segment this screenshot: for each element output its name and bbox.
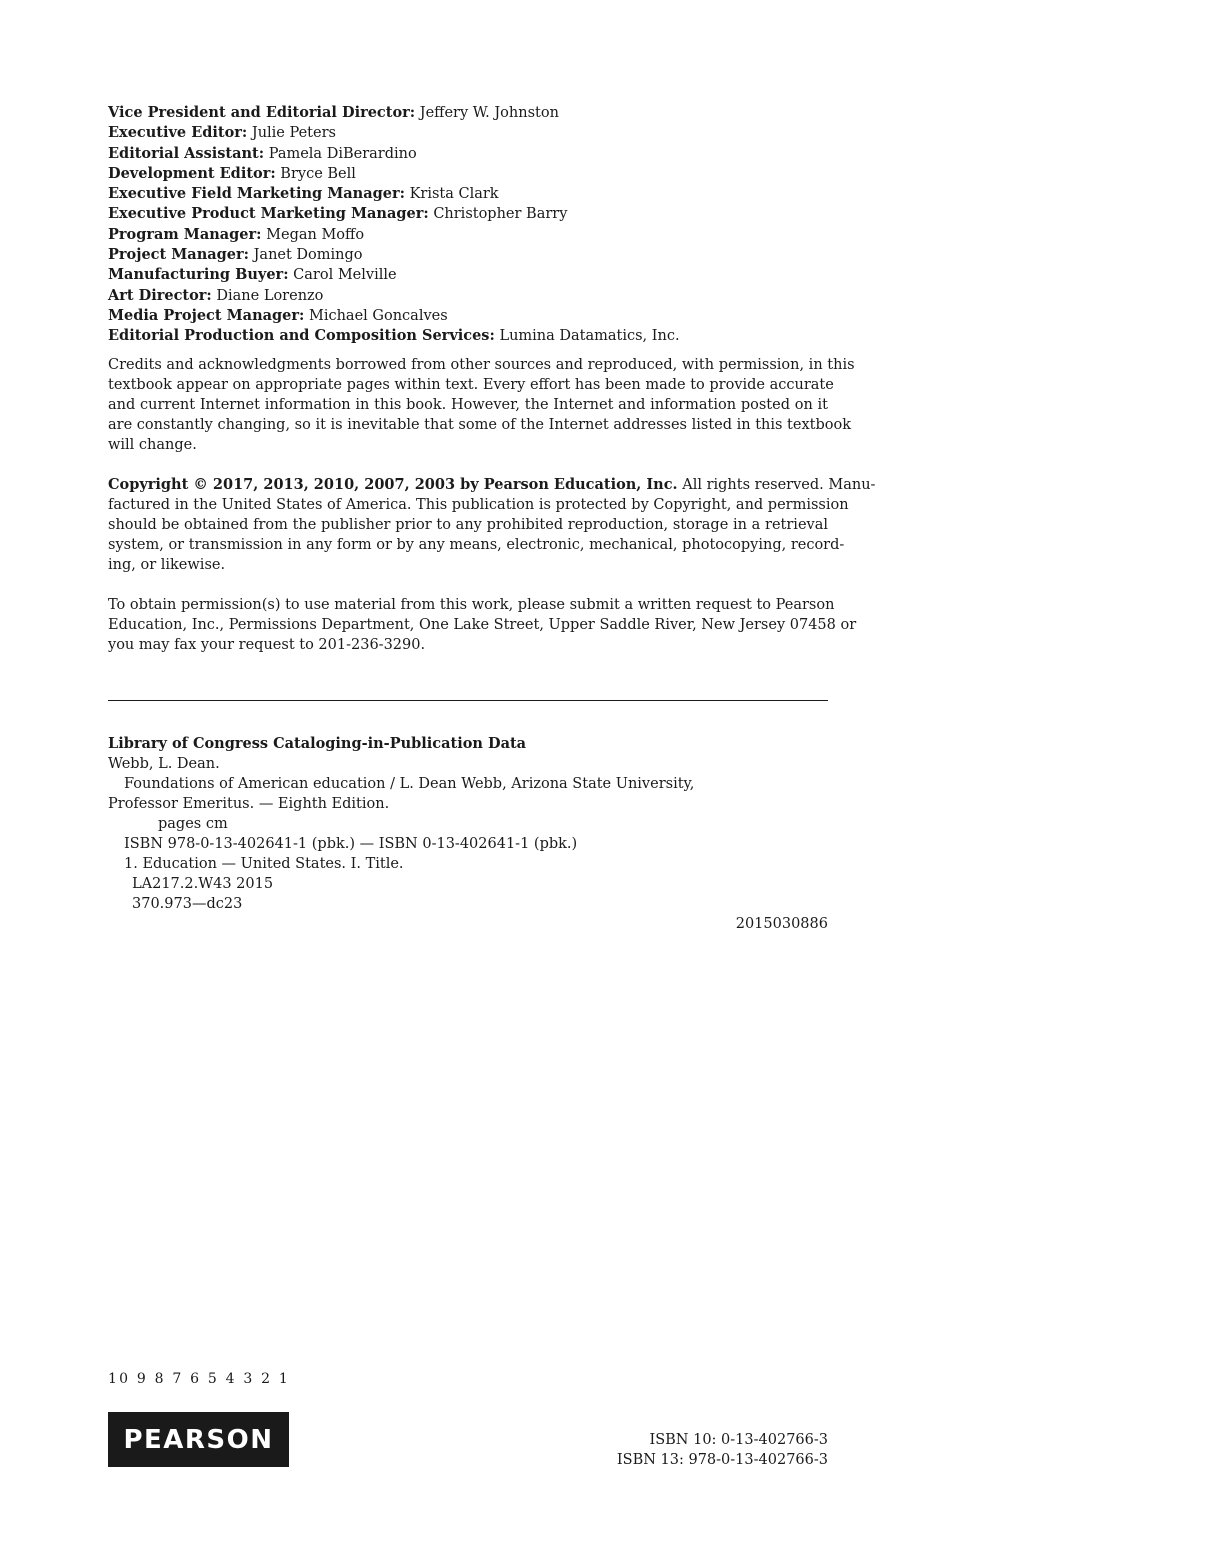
- cip-lccn: 2015030886: [735, 916, 828, 932]
- cip-author: Webb, L. Dean.: [108, 756, 220, 772]
- staff-role: Editorial Assistant:: [108, 144, 265, 162]
- copyright-rest: All rights reserved. Manu-: [677, 477, 876, 493]
- staff-role: Executive Editor:: [108, 124, 248, 142]
- staff-role: Vice President and Editorial Director:: [108, 104, 416, 121]
- credits-line: are constantly changing, so it is inevitable that some of the Internet addresses listed in this textbook: [108, 417, 851, 433]
- credits-line: will change.: [108, 437, 197, 453]
- isbn-10: ISBN 10: 0-13-402766-3: [649, 1432, 828, 1448]
- staff-line: [108, 164, 828, 184]
- staff-role: Development Editor:: [108, 164, 276, 182]
- copyright-line: system, or transmission in any form or by any means, electronic, mechanical, photocopying, record-: [108, 537, 845, 553]
- isbn-block: [617, 1430, 828, 1470]
- staff-line: [108, 123, 828, 143]
- copyright-notice: Copyright © 2017, 2013, 2010, 2007, 2003 by Pearson Education, Inc.: [108, 476, 678, 493]
- staff-role: Manufacturing Buyer:: [108, 266, 289, 284]
- staff-role: Project Manager:: [108, 246, 249, 264]
- staff-line: [108, 144, 828, 164]
- staff-name: Michael Goncalves: [308, 307, 448, 324]
- cip-heading-text: Library of Congress Cataloging-in-Publication Data: [108, 735, 527, 752]
- staff-name: Christopher Barry: [433, 206, 568, 223]
- copyright-line: factured in the United States of America. This publication is protected by Copyright, and permission: [108, 497, 849, 513]
- cip-dewey: 370.973—dc23: [132, 896, 243, 912]
- staff-line: [108, 326, 828, 346]
- staff-name: Diane Lorenzo: [216, 287, 324, 304]
- pearson-logo-text: PEARSON: [123, 1424, 274, 1455]
- permissions-line: you may fax your request to 201-236-3290.: [108, 637, 426, 653]
- isbn-13: ISBN 13: 978-0-13-402766-3: [616, 1452, 828, 1468]
- staff-name: Bryce Bell: [280, 165, 356, 182]
- staff-list: [108, 103, 828, 347]
- credits-paragraph: [108, 355, 855, 455]
- copyright-line: [108, 475, 876, 495]
- staff-line: [108, 225, 828, 245]
- permissions-line: Education, Inc., Permissions Department, One Lake Street, Upper Saddle River, New Jersey 07458 or: [108, 617, 857, 633]
- staff-role: Media Project Manager:: [108, 306, 305, 324]
- staff-line: [108, 184, 828, 204]
- cip-data-block: [108, 734, 828, 934]
- copyright-line: should be obtained from the publisher prior to any prohibited reproduction, storage in a retrieval: [108, 517, 828, 533]
- staff-line: [108, 306, 828, 326]
- staff-role: Executive Product Marketing Manager:: [108, 205, 429, 223]
- credits-line: textbook appear on appropriate pages within text. Every effort has been made to provide accurate: [108, 377, 834, 393]
- staff-line: [108, 103, 828, 123]
- copyright-page: [108, 103, 876, 932]
- staff-name: Megan Moffo: [266, 226, 365, 243]
- staff-role: Editorial Production and Composition Services:: [108, 327, 495, 345]
- staff-line: [108, 245, 828, 265]
- permissions-line: To obtain permission(s) to use material from this work, please submit a written request to Pearson: [108, 597, 835, 613]
- section-divider: [108, 700, 828, 701]
- staff-name: Janet Domingo: [253, 247, 363, 264]
- credits-line: and current Internet information in this book. However, the Internet and information posted on it: [108, 397, 828, 413]
- staff-line: [108, 204, 828, 224]
- staff-name: Julie Peters: [251, 125, 336, 142]
- pearson-logo: [108, 1412, 289, 1467]
- staff-name: Jeffery W. Johnston: [419, 105, 559, 121]
- copyright-paragraph: [108, 475, 876, 575]
- staff-role: Program Manager:: [108, 225, 262, 243]
- cip-lc-class: LA217.2.W43 2015: [132, 876, 274, 892]
- copyright-line: ing, or likewise.: [108, 557, 226, 573]
- staff-line: [108, 286, 828, 306]
- staff-name: Pamela DiBerardino: [268, 145, 417, 162]
- cip-pages: pages cm: [158, 816, 228, 832]
- staff-role: Art Director:: [108, 286, 212, 304]
- staff-name: Lumina Datamatics, Inc.: [499, 328, 680, 345]
- print-line: 10 9 8 7 6 5 4 3 2 1: [108, 1371, 291, 1387]
- staff-role: Executive Field Marketing Manager:: [108, 185, 405, 203]
- permissions-paragraph: [108, 595, 857, 655]
- cip-title-continued: Professor Emeritus. — Eighth Edition.: [108, 796, 390, 812]
- credits-line: Credits and acknowledgments borrowed from other sources and reproduced, with permission, in this: [108, 357, 855, 373]
- staff-name: Carol Melville: [293, 267, 397, 284]
- cip-subject: 1. Education — United States. I. Title.: [124, 856, 404, 872]
- staff-line: [108, 265, 828, 285]
- staff-name: Krista Clark: [409, 186, 499, 203]
- cip-title: Foundations of American education / L. Dean Webb, Arizona State University,: [124, 776, 695, 792]
- cip-heading: [108, 734, 828, 754]
- cip-isbn: ISBN 978-0-13-402641-1 (pbk.) — ISBN 0-13-402641-1 (pbk.): [124, 836, 578, 852]
